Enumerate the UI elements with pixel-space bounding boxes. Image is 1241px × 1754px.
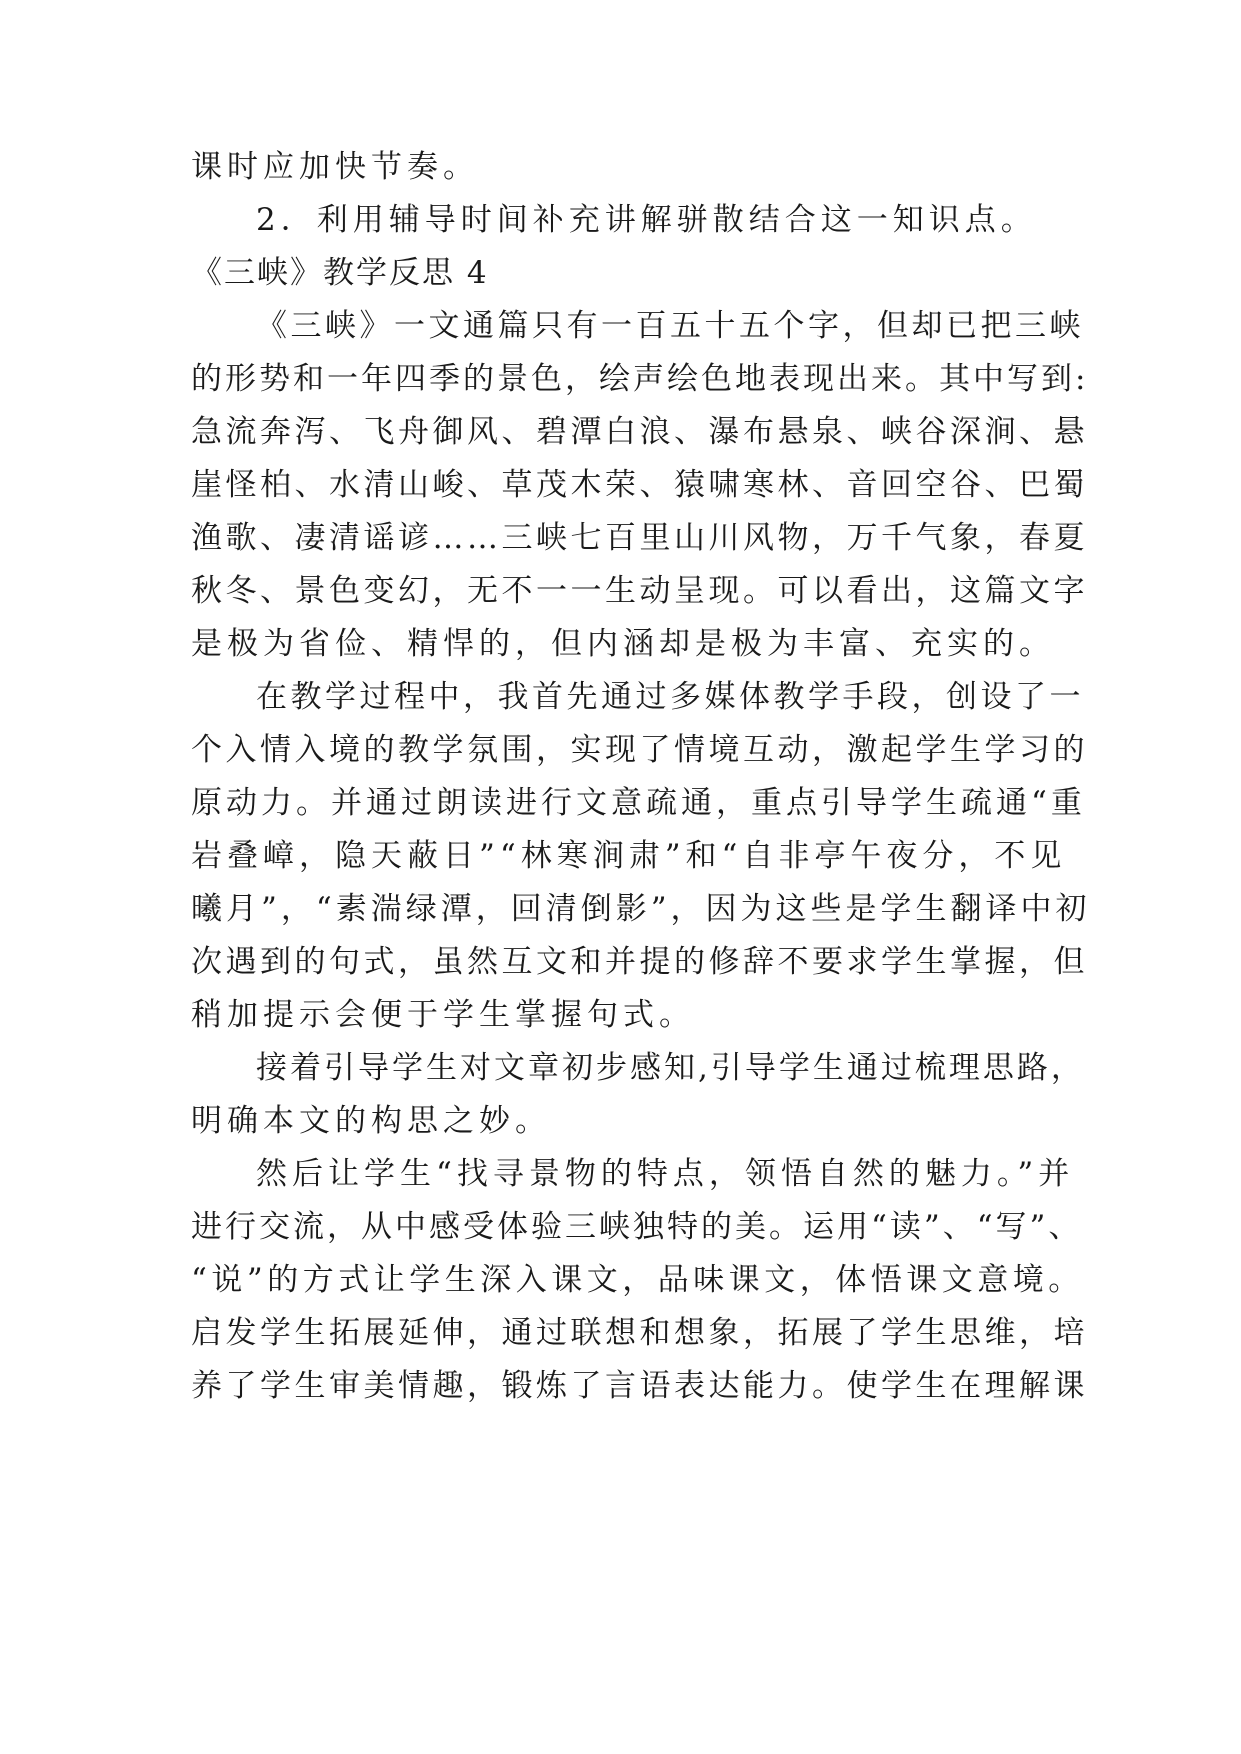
paragraph-line: 原动力。并通过朗读进行文意疏通，重点引导学生疏通“重 bbox=[191, 785, 1086, 821]
section-heading: 《三峡》教学反思 4 bbox=[191, 255, 489, 291]
paragraph-line: 在教学过程中，我首先通过多媒体教学手段，创设了一 bbox=[256, 679, 1084, 715]
list-item-line: 2．利用辅导时间补充讲解骈散结合这一知识点。 bbox=[256, 202, 1037, 238]
paragraph-line: 进行交流，从中感受体验三峡独特的美。运用“读”、“写”、 bbox=[191, 1209, 1083, 1245]
paragraph-line: 启发学生拓展延伸，通过联想和想象，拓展了学生思维，培 bbox=[191, 1315, 1088, 1351]
paragraph-line: 个入情入境的教学氛围，实现了情境互动，激起学生学习的 bbox=[191, 732, 1088, 768]
paragraph-line: 《三峡》一文通篇只有一百五十五个字，但却已把三峡 bbox=[256, 308, 1084, 344]
paragraph-line: 明确本文的构思之妙。 bbox=[191, 1103, 551, 1139]
paragraph-line: 岩叠嶂，隐天蔽日”“林寒涧肃”和“自非亭午夜分，不见 bbox=[191, 838, 1067, 874]
paragraph-line: 养了学生审美情趣，锻炼了言语表达能力。使学生在理解课 bbox=[191, 1368, 1088, 1404]
paragraph-line: 曦月”，“素湍绿潭，回清倒影”，因为这些是学生翻译中初 bbox=[191, 891, 1091, 927]
paragraph-line: 是极为省俭、精悍的，但内涵却是极为丰富、充实的。 bbox=[191, 626, 1055, 662]
paragraph-line: 的形势和一年四季的景色，绘声绘色地表现出来。其中写到: bbox=[191, 361, 1089, 397]
paragraph-line: “说”的方式让学生深入课文，品味课文，体悟课文意境。 bbox=[191, 1262, 1084, 1298]
paragraph-line: 渔歌、凄清谣谚……三峡七百里山川风物，万千气象，春夏 bbox=[191, 520, 1088, 556]
paragraph-line: 崖怪柏、水清山峻、草茂木荣、猿啸寒林、音回空谷、巴蜀 bbox=[191, 467, 1088, 503]
paragraph-line: 稍加提示会便于学生掌握句式。 bbox=[191, 997, 695, 1033]
paragraph-line: 课时应加快节奏。 bbox=[191, 149, 479, 185]
paragraph-line: 接着引导学生对文章初步感知,引导学生通过梳理思路， bbox=[256, 1050, 1085, 1086]
paragraph-line: 然后让学生“找寻景物的特点，领悟自然的魅力。”并 bbox=[256, 1156, 1075, 1192]
paragraph-line: 次遇到的句式，虽然互文和并提的修辞不要求学生掌握，但 bbox=[191, 944, 1088, 980]
paragraph-line: 急流奔泻、飞舟御风、碧潭白浪、瀑布悬泉、峡谷深涧、悬 bbox=[191, 414, 1088, 450]
paragraph-line: 秋冬、景色变幻，无不一一生动呈现。可以看出，这篇文字 bbox=[191, 573, 1088, 609]
